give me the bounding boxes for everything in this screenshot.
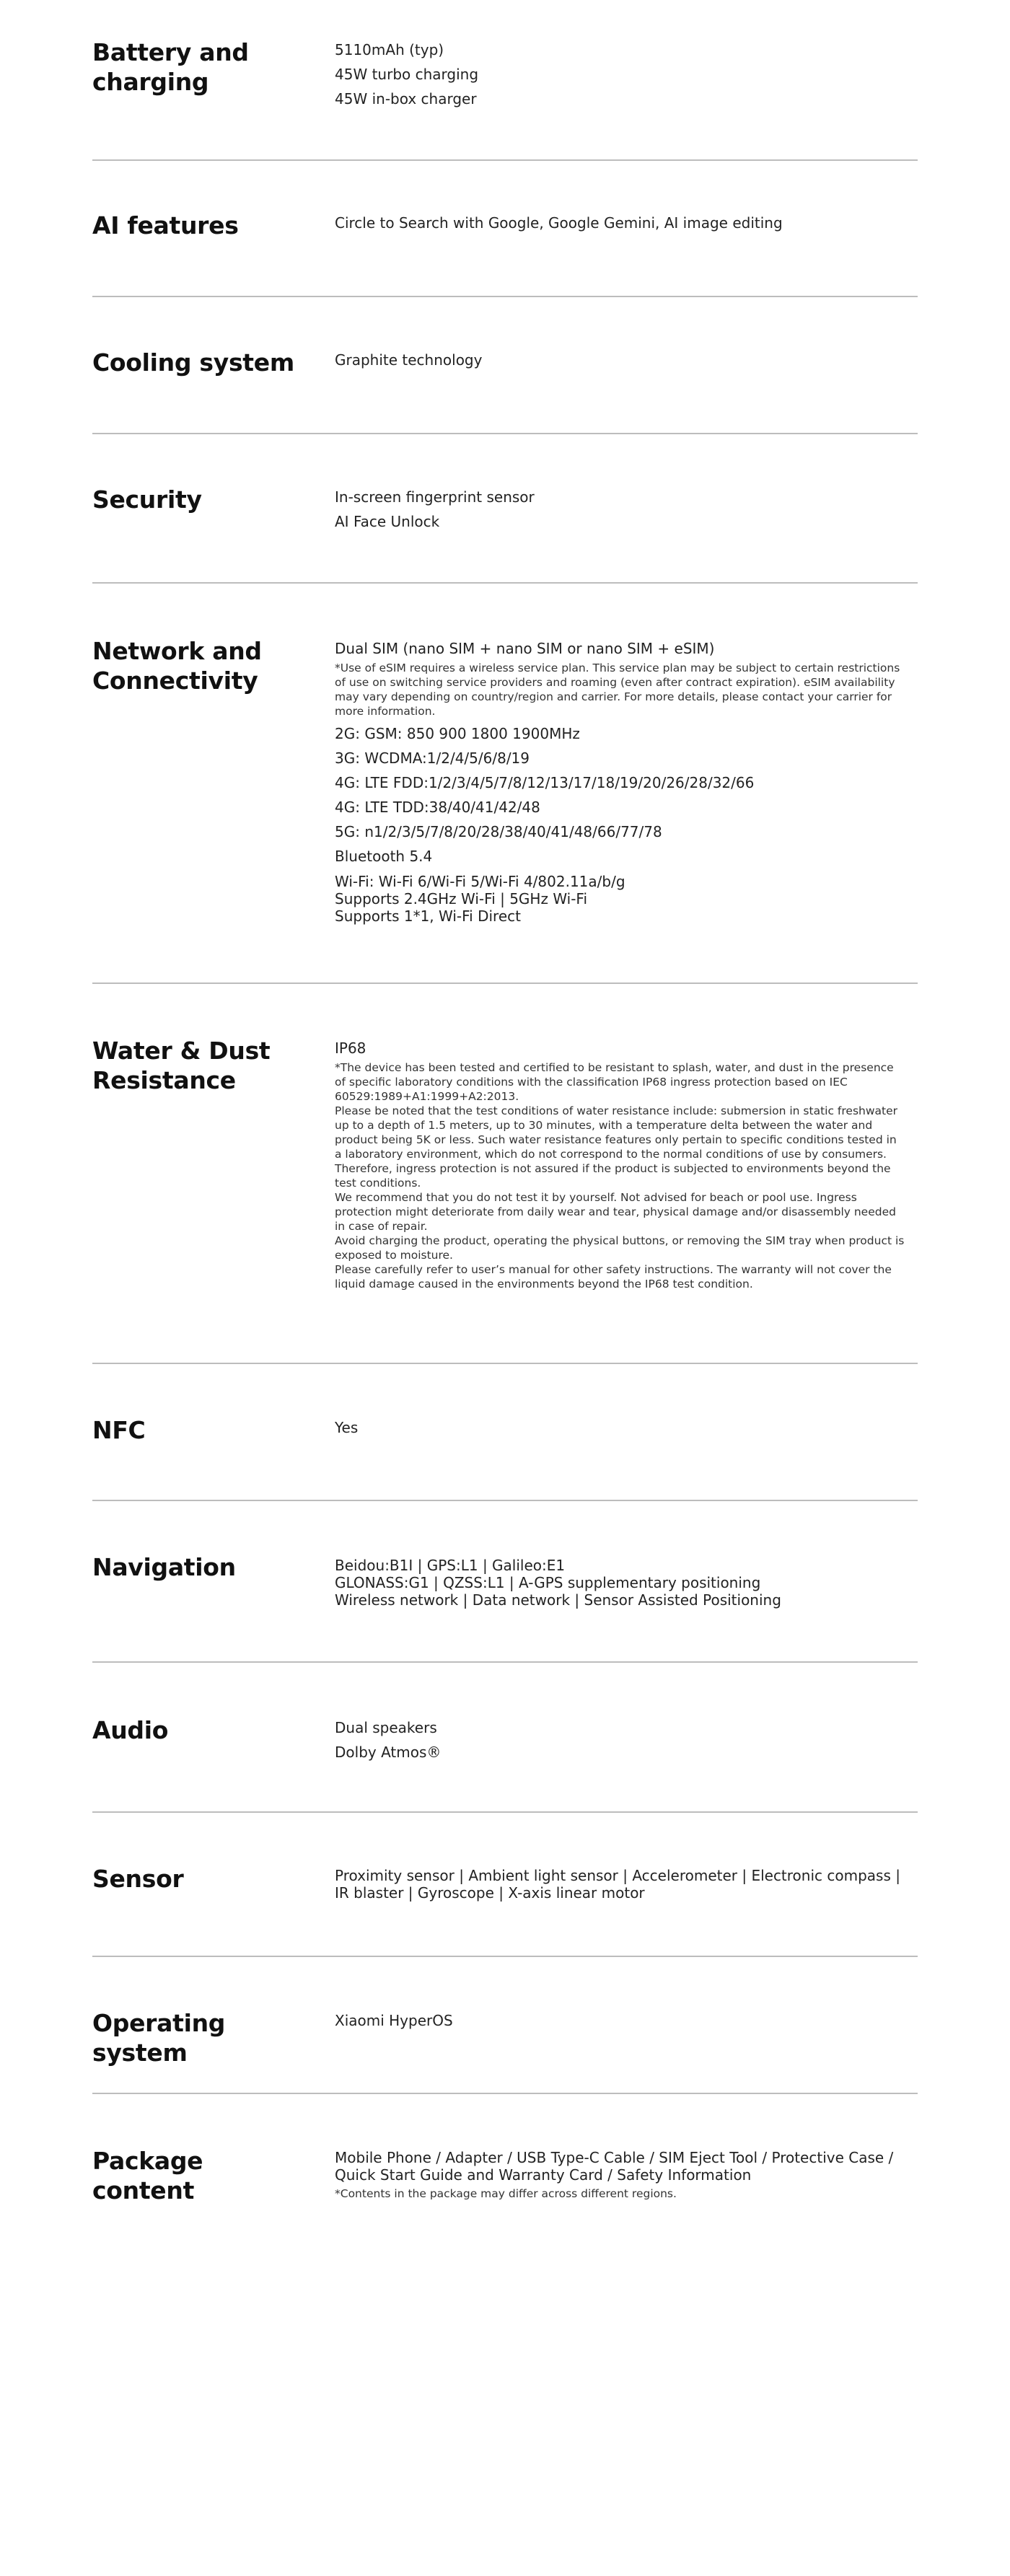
spec-line: Supports 2.4GHz Wi-Fi | 5GHz Wi-Fi [335,890,588,907]
section-title: Cooling system [92,348,294,377]
section-divider [92,1811,918,1813]
water-note: We recommend that you do not test it by yourself. Not advised for beach or pool use. Ingress protection might deteriorate from daily wear and tear, physical damage and/or disassembly needed in case of repair. [335,1191,896,1233]
spec-line: 2G: GSM: 850 900 1800 1900MHz [335,725,580,742]
section-divider [92,1500,918,1501]
section-divider [92,983,918,984]
section-content [335,211,905,235]
section-title: Package content [92,2147,203,2204]
spec-line: 4G: LTE FDD:1/2/3/4/5/7/8/12/13/17/18/19/20/26/28/32/66 [335,774,755,791]
section-divider [92,582,918,584]
spec-line: 45W in-box charger [335,90,477,107]
spec-line: Mobile Phone / Adapter / USB Type-C Cable / SIM Eject Tool / Protective Case / Quick Start Guide and Warranty Card / Safety Information [335,2149,894,2184]
water-note: Please carefully refer to user’s manual for other safety instructions. The warranty will not cover the liquid damage caused in the environments beyond the IP68 test condition. [335,1263,892,1291]
section-title: Water & Dust Resistance [92,1037,271,1094]
spec-line: Graphite technology [335,351,483,369]
water-note: Avoid charging the product, operating the physical buttons, or removing the SIM tray when product is exposed to moisture. [335,1234,905,1262]
section-content [335,1867,905,1902]
spec-line: Dolby Atmos® [335,1744,442,1761]
section-title: Battery and charging [92,38,249,96]
section-content [335,1557,905,1609]
section-title: Navigation [92,1553,236,1581]
section-title: Sensor [92,1865,184,1893]
water-note: Please be noted that the test conditions of water resistance include: submersion in static freshwater up to a depth of 1.5 meters, up to 30 minutes, with a temperature delta between the water and product being 5K or less. Such water resistance features only pertain to specific conditions tested in a laboratory environment, which do not correspond to the normal conditions of use by consumers. [335,1104,898,1161]
spec-line: 3G: WCDMA:1/2/4/5/6/8/19 [335,749,530,767]
section-divider [92,433,918,434]
section-divider [92,1661,918,1663]
section-content [335,2149,905,2201]
spec-line: Proximity sensor | Ambient light sensor | Accelerometer | Electronic compass | IR blaster | Gyroscope | X-axis linear motor [335,1867,900,1902]
section-divider [92,1363,918,1364]
spec-line: Bluetooth 5.4 [335,848,433,865]
spec-line: 5110mAh (typ) [335,41,444,58]
water-note: *The device has been tested and certified to be resistant to splash, water, and dust in the presence of specific laboratory conditions with the classification IP68 ingress protection based on IEC 60529:1989+A1:1999+A2:2013. [335,1061,894,1103]
package-note: *Contents in the package may differ across different regions. [335,2187,677,2200]
section-title: Network and Connectivity [92,637,262,695]
section-divider [92,2093,918,2094]
section-divider [92,1956,918,1957]
section-divider [92,296,918,297]
section-content [335,1415,905,1440]
spec-line: Beidou:B1I | GPS:L1 | Galileo:E1 [335,1557,566,1574]
section-content [335,636,905,925]
spec-line: Xiaomi HyperOS [335,2012,453,2029]
section-title: Security [92,485,202,514]
section-content [335,2008,905,2033]
spec-line: 4G: LTE TDD:38/40/41/42/48 [335,799,540,816]
section-title: AI features [92,211,239,239]
spec-line: In-screen fingerprint sensor [335,488,535,506]
spec-line: 5G: n1/2/3/5/7/8/20/28/38/40/41/48/66/77/78 [335,823,662,840]
spec-line: Yes [335,1419,359,1436]
section-title: Audio [92,1716,169,1744]
section-content [335,38,905,111]
section-title: Operating system [92,2009,226,2067]
spec-line: Wireless network | Data network | Sensor Assisted Positioning [335,1591,781,1609]
spec-line: AI Face Unlock [335,513,440,530]
section-content [335,1036,905,1291]
spec-line: Circle to Search with Google, Google Gemini, AI image editing [335,214,783,232]
esim-note: *Use of eSIM requires a wireless service plan. This service plan may be subject to certain restrictions of use on switching service providers and roaming (even after contract expiration). eSIM availability may vary depending on country/region and carrier. For more details, please contact your carrier for more information. [335,661,900,718]
water-note: Therefore, ingress protection is not assured if the product is subjected to environments beyond the test conditions. [335,1162,891,1190]
spec-line: Supports 1*1, Wi-Fi Direct [335,907,521,925]
section-title: NFC [92,1416,146,1444]
section-content [335,1715,905,1764]
spec-line: GLONASS:G1 | QZSS:L1 | A-GPS supplementary positioning [335,1574,761,1591]
spec-line: Wi-Fi: Wi-Fi 6/Wi-Fi 5/Wi-Fi 4/802.11a/b/g [335,873,625,890]
spec-line: Dual SIM (nano SIM + nano SIM or nano SIM + eSIM) [335,640,715,657]
section-divider [92,159,918,161]
section-content [335,348,905,372]
spec-line: IP68 [335,1039,366,1057]
spec-line: 45W turbo charging [335,66,479,83]
section-content [335,485,905,534]
spec-line: Dual speakers [335,1719,437,1736]
